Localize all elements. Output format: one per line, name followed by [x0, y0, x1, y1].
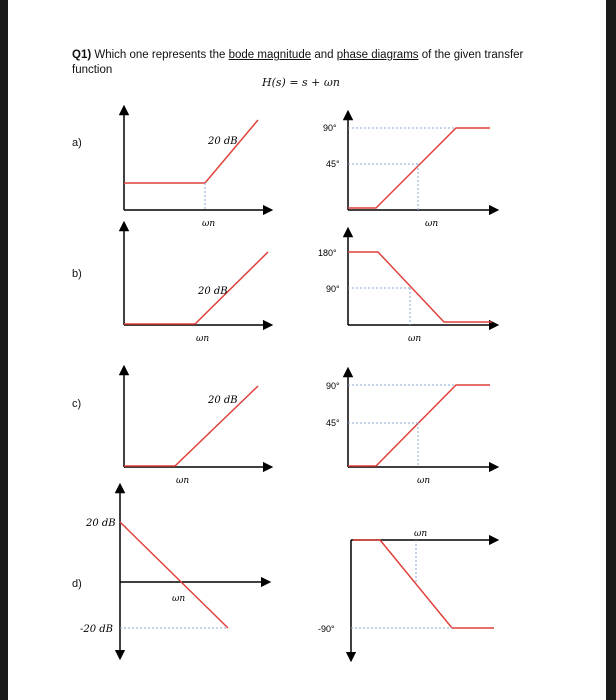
option-d-label: d)	[72, 578, 82, 590]
bode-magnitude-term: bode magnitude	[228, 49, 312, 61]
top-label: 180°	[318, 248, 337, 258]
slope-label: 20 dB	[208, 136, 238, 147]
freq-label: ωn	[408, 334, 422, 344]
mid-label: 90°	[326, 284, 340, 294]
magnitude-curve	[124, 120, 258, 183]
option-c-label: c)	[72, 398, 82, 410]
option-d-magnitude-plot	[80, 488, 266, 655]
freq-label: ωn	[196, 334, 210, 344]
top-label: 90°	[323, 123, 337, 133]
top-label: 20 dB	[86, 518, 116, 529]
freq-label: ωn	[417, 476, 431, 486]
option-c-phase-plot	[326, 372, 494, 486]
phase-curve	[348, 128, 490, 208]
magnitude-curve	[124, 386, 258, 466]
question-number: Q1)	[72, 49, 92, 61]
magnitude-curve	[120, 522, 228, 628]
freq-label: ωn	[425, 219, 439, 229]
freq-label: ωn	[202, 219, 216, 229]
freq-label: ωn	[414, 529, 428, 539]
phase-curve	[348, 385, 490, 466]
phase-curve	[353, 540, 494, 628]
option-d-phase-plot	[318, 529, 494, 657]
transfer-function: H(s) = s + ωn	[262, 76, 340, 89]
freq-label: ωn	[172, 594, 186, 604]
freq-label: ωn	[176, 476, 190, 486]
phase-diagrams-term: phase diagrams	[336, 49, 419, 61]
slope-label: 20 dB	[208, 395, 238, 406]
magnitude-curve	[124, 252, 268, 324]
option-a-phase-plot	[323, 115, 494, 229]
mid-label: 45°	[326, 159, 340, 169]
top-label: 90°	[326, 381, 340, 391]
option-b-label: b)	[72, 268, 82, 280]
option-a-magnitude-plot	[124, 110, 268, 229]
slope-label: 20 dB	[198, 286, 228, 297]
mid-label: 45°	[326, 418, 340, 428]
option-b-phase-plot	[318, 232, 494, 344]
bottom-label: -90°	[318, 624, 335, 634]
question-text: Q1) Which one represents the bode magnitude and phase diagrams of the given transfer function	[72, 49, 524, 76]
phase-curve	[348, 252, 492, 322]
bottom-label: -20 dB	[80, 624, 114, 635]
option-a-label: a)	[72, 137, 82, 149]
option-c-magnitude-plot	[124, 370, 268, 486]
option-b-magnitude-plot	[124, 226, 268, 344]
